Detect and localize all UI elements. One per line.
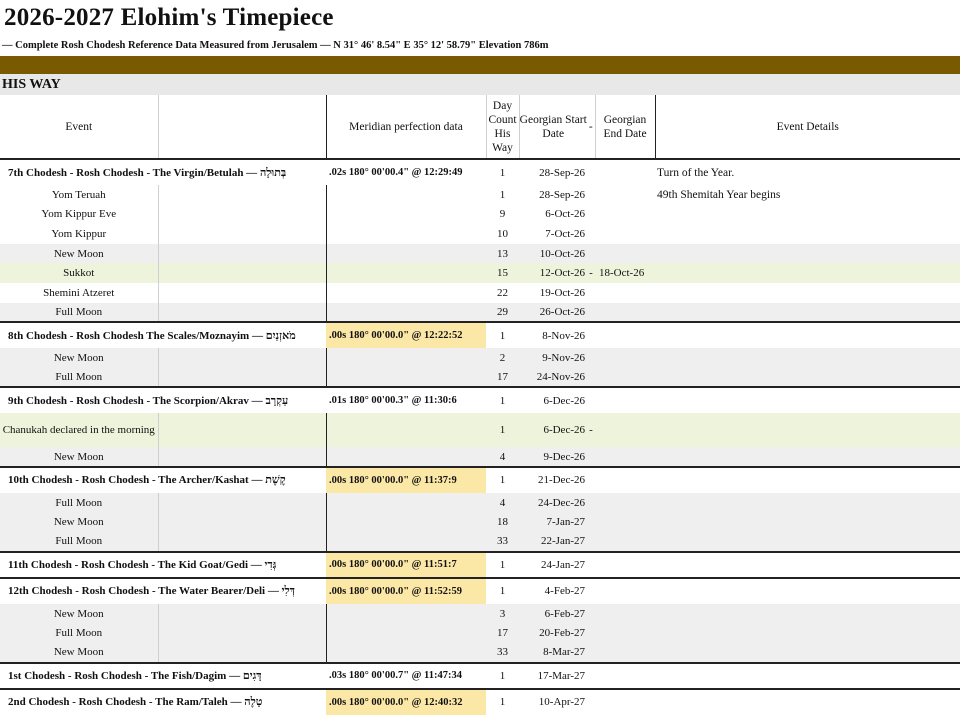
details-cell xyxy=(655,493,960,513)
col-header-start-date: Georgian Start Date xyxy=(519,95,587,159)
table-row xyxy=(0,513,960,533)
dash-cell xyxy=(587,513,595,533)
details-cell xyxy=(655,387,960,413)
details-cell xyxy=(655,322,960,348)
event-spacer-cell xyxy=(158,368,326,388)
start-date-cell: 24-Dec-26 xyxy=(519,493,587,513)
dash-cell xyxy=(587,159,595,185)
end-date-cell xyxy=(595,552,655,578)
event-cell: New Moon xyxy=(0,244,158,264)
table-row xyxy=(0,387,960,413)
event-spacer-cell xyxy=(158,283,326,303)
details-cell xyxy=(655,348,960,368)
event-cell: 8th Chodesh - Rosh Chodesh The Scales/Moznayim — מֹאזְנַיִם xyxy=(0,322,326,348)
event-spacer-cell xyxy=(158,604,326,624)
start-date-cell: 28-Sep-26 xyxy=(519,185,587,205)
meridian-cell: .01s 180° 00'00.3" @ 11:30:6 xyxy=(326,387,486,413)
dash-cell xyxy=(587,283,595,303)
dash-cell xyxy=(587,467,595,493)
end-date-cell xyxy=(595,578,655,604)
meridian-cell: .03s 180° 00'00.7" @ 11:47:34 xyxy=(326,663,486,689)
day-count-cell: 4 xyxy=(486,447,519,467)
day-count-cell: 1 xyxy=(486,578,519,604)
event-spacer-cell xyxy=(158,447,326,467)
end-date-cell xyxy=(595,689,655,715)
end-date-cell xyxy=(595,623,655,643)
start-date-cell: 24-Nov-26 xyxy=(519,368,587,388)
table-row xyxy=(0,283,960,303)
col-header-dash: - xyxy=(587,95,595,159)
start-date-cell: 6-Dec-26 xyxy=(519,413,587,447)
dash-cell xyxy=(587,387,595,413)
end-date-cell xyxy=(595,283,655,303)
dash-cell xyxy=(587,689,595,715)
col-header-end-date: Georgian End Date xyxy=(595,95,655,159)
col-header-event: Event xyxy=(0,95,158,159)
dash-cell xyxy=(587,244,595,264)
event-spacer-cell xyxy=(158,205,326,225)
event-spacer-cell xyxy=(158,623,326,643)
dash-cell xyxy=(587,348,595,368)
event-cell: Yom Kippur Eve xyxy=(0,205,158,225)
meridian-cell xyxy=(326,532,486,552)
start-date-cell: 22-Jan-27 xyxy=(519,532,587,552)
details-cell xyxy=(655,689,960,715)
table-row xyxy=(0,552,960,578)
meridian-cell xyxy=(326,205,486,225)
details-cell xyxy=(655,552,960,578)
start-date-cell: 26-Oct-26 xyxy=(519,303,587,323)
meridian-cell xyxy=(326,493,486,513)
event-cell: New Moon xyxy=(0,604,158,624)
start-date-cell: 9-Dec-26 xyxy=(519,447,587,467)
day-count-cell: 13 xyxy=(486,244,519,264)
dash-cell xyxy=(587,663,595,689)
header-band xyxy=(0,56,960,74)
meridian-cell: .00s 180° 00'00.0" @ 11:52:59 xyxy=(326,578,486,604)
event-spacer-cell xyxy=(158,185,326,205)
event-cell: 2nd Chodesh - Rosh Chodesh - The Ram/Taleh — טָלֶה xyxy=(0,689,326,715)
dash-cell xyxy=(587,643,595,663)
event-cell: Full Moon xyxy=(0,493,158,513)
meridian-cell: .00s 180° 00'00.0" @ 12:22:52 xyxy=(326,322,486,348)
meridian-cell xyxy=(326,513,486,533)
end-date-cell xyxy=(595,643,655,663)
table-row xyxy=(0,348,960,368)
details-cell xyxy=(655,303,960,323)
event-cell: 7th Chodesh - Rosh Chodesh - The Virgin/Betulah — בְּתוּלָה xyxy=(0,159,326,185)
table-row xyxy=(0,413,960,447)
table-row xyxy=(0,578,960,604)
meridian-cell: .00s 180° 00'00.0" @ 12:40:32 xyxy=(326,689,486,715)
table-row xyxy=(0,303,960,323)
day-count-cell: 1 xyxy=(486,467,519,493)
meridian-cell xyxy=(326,447,486,467)
day-count-cell: 29 xyxy=(486,303,519,323)
end-date-cell xyxy=(595,368,655,388)
start-date-cell: 20-Feb-27 xyxy=(519,623,587,643)
event-cell: New Moon xyxy=(0,348,158,368)
day-count-cell: 1 xyxy=(486,185,519,205)
day-count-cell: 10 xyxy=(486,224,519,244)
meridian-cell xyxy=(326,623,486,643)
event-spacer-cell xyxy=(158,263,326,283)
start-date-cell: 6-Feb-27 xyxy=(519,604,587,624)
event-cell: 9th Chodesh - Rosh Chodesh - The Scorpion/Akrav — עַקְרָב xyxy=(0,387,326,413)
details-cell xyxy=(655,578,960,604)
details-cell xyxy=(655,663,960,689)
dash-cell xyxy=(587,447,595,467)
day-count-cell: 17 xyxy=(486,368,519,388)
table-row xyxy=(0,493,960,513)
end-date-cell xyxy=(595,413,655,447)
event-cell: 12th Chodesh - Rosh Chodesh - The Water Bearer/Deli — דְּלִי xyxy=(0,578,326,604)
calendar-table xyxy=(0,95,960,715)
table-row xyxy=(0,263,960,283)
table-row xyxy=(0,185,960,205)
day-count-cell: 4 xyxy=(486,493,519,513)
table-row xyxy=(0,689,960,715)
table-row xyxy=(0,532,960,552)
details-cell xyxy=(655,467,960,493)
section-heading: HIS WAY xyxy=(0,74,960,95)
dash-cell xyxy=(587,493,595,513)
table-row xyxy=(0,224,960,244)
details-cell xyxy=(655,368,960,388)
event-spacer-cell xyxy=(158,493,326,513)
day-count-cell: 9 xyxy=(486,205,519,225)
details-cell: Turn of the Year. xyxy=(655,159,960,185)
table-row xyxy=(0,663,960,689)
start-date-cell: 6-Oct-26 xyxy=(519,205,587,225)
day-count-cell: 1 xyxy=(486,413,519,447)
day-count-cell: 22 xyxy=(486,283,519,303)
meridian-cell xyxy=(326,643,486,663)
end-date-cell xyxy=(595,244,655,264)
start-date-cell: 10-Apr-27 xyxy=(519,689,587,715)
dash-cell xyxy=(587,224,595,244)
start-date-cell: 7-Oct-26 xyxy=(519,224,587,244)
end-date-cell xyxy=(595,532,655,552)
end-date-cell xyxy=(595,493,655,513)
day-count-cell: 2 xyxy=(486,348,519,368)
details-cell xyxy=(655,205,960,225)
day-count-cell: 17 xyxy=(486,623,519,643)
table-row xyxy=(0,244,960,264)
details-cell: 49th Shemitah Year begins xyxy=(655,185,960,205)
event-spacer-cell xyxy=(158,244,326,264)
event-cell: New Moon xyxy=(0,513,158,533)
event-cell: Shemini Atzeret xyxy=(0,283,158,303)
end-date-cell xyxy=(595,205,655,225)
table-row xyxy=(0,604,960,624)
end-date-cell xyxy=(595,322,655,348)
day-count-cell: 1 xyxy=(486,387,519,413)
start-date-cell: 6-Dec-26 xyxy=(519,387,587,413)
end-date-cell xyxy=(595,663,655,689)
event-cell: 10th Chodesh - Rosh Chodesh - The Archer/Kashat — קֶשֶׁת xyxy=(0,467,326,493)
start-date-cell: 10-Oct-26 xyxy=(519,244,587,264)
event-cell: 11th Chodesh - Rosh Chodesh - The Kid Goat/Gedi — גְּדִי xyxy=(0,552,326,578)
details-cell xyxy=(655,263,960,283)
meridian-cell xyxy=(326,263,486,283)
end-date-cell xyxy=(595,604,655,624)
meridian-cell xyxy=(326,413,486,447)
day-count-cell: 1 xyxy=(486,663,519,689)
table-row xyxy=(0,623,960,643)
day-count-cell: 1 xyxy=(486,159,519,185)
end-date-cell xyxy=(595,513,655,533)
table-row xyxy=(0,447,960,467)
event-cell: Yom Teruah xyxy=(0,185,158,205)
meridian-cell: .00s 180° 00'00.0" @ 11:37:9 xyxy=(326,467,486,493)
dash-cell xyxy=(587,623,595,643)
dash-cell xyxy=(587,303,595,323)
end-date-cell xyxy=(595,159,655,185)
day-count-cell: 1 xyxy=(486,552,519,578)
details-cell xyxy=(655,604,960,624)
table-row xyxy=(0,322,960,348)
event-cell: New Moon xyxy=(0,447,158,467)
details-cell xyxy=(655,244,960,264)
details-cell xyxy=(655,513,960,533)
day-count-cell: 33 xyxy=(486,643,519,663)
table-row xyxy=(0,467,960,493)
table-header-row xyxy=(0,95,960,159)
end-date-cell xyxy=(595,224,655,244)
day-count-cell: 33 xyxy=(486,532,519,552)
event-spacer-cell xyxy=(158,413,326,447)
event-spacer-cell xyxy=(158,224,326,244)
start-date-cell: 12-Oct-26 xyxy=(519,263,587,283)
table-row xyxy=(0,159,960,185)
end-date-cell xyxy=(595,303,655,323)
start-date-cell: 7-Jan-27 xyxy=(519,513,587,533)
details-cell xyxy=(655,532,960,552)
end-date-cell xyxy=(595,387,655,413)
col-header-event-details: Event Details xyxy=(655,95,960,159)
meridian-cell xyxy=(326,303,486,323)
day-count-cell: 1 xyxy=(486,689,519,715)
meridian-cell xyxy=(326,224,486,244)
start-date-cell: 8-Nov-26 xyxy=(519,322,587,348)
dash-cell xyxy=(587,552,595,578)
event-cell: Full Moon xyxy=(0,623,158,643)
start-date-cell: 4-Feb-27 xyxy=(519,578,587,604)
start-date-cell: 17-Mar-27 xyxy=(519,663,587,689)
page-subtitle: — Complete Rosh Chodesh Reference Data Measured from Jerusalem — N 31° 46' 8.54" E 35° 12' 58.79" Elevation 786m xyxy=(2,40,549,51)
dash-cell: - xyxy=(587,263,595,283)
end-date-cell xyxy=(595,185,655,205)
dash-cell: - xyxy=(587,413,595,447)
event-cell: 1st Chodesh - Rosh Chodesh - The Fish/Dagim — דָּגִים xyxy=(0,663,326,689)
details-cell xyxy=(655,283,960,303)
start-date-cell: 19-Oct-26 xyxy=(519,283,587,303)
end-date-cell xyxy=(595,348,655,368)
start-date-cell: 21-Dec-26 xyxy=(519,467,587,493)
day-count-cell: 18 xyxy=(486,513,519,533)
meridian-cell xyxy=(326,244,486,264)
details-cell xyxy=(655,447,960,467)
event-spacer-cell xyxy=(158,513,326,533)
meridian-cell: .00s 180° 00'00.0" @ 11:51:7 xyxy=(326,552,486,578)
meridian-cell xyxy=(326,283,486,303)
event-cell: New Moon xyxy=(0,643,158,663)
dash-cell xyxy=(587,368,595,388)
day-count-cell: 3 xyxy=(486,604,519,624)
details-cell xyxy=(655,623,960,643)
col-header-event-spacer xyxy=(158,95,326,159)
details-cell xyxy=(655,643,960,663)
table-row xyxy=(0,643,960,663)
day-count-cell: 1 xyxy=(486,322,519,348)
event-spacer-cell xyxy=(158,532,326,552)
meridian-cell: .02s 180° 00'00.4" @ 12:29:49 xyxy=(326,159,486,185)
dash-cell xyxy=(587,532,595,552)
event-cell: Full Moon xyxy=(0,368,158,388)
meridian-cell xyxy=(326,604,486,624)
dash-cell xyxy=(587,185,595,205)
event-cell: Full Moon xyxy=(0,303,158,323)
start-date-cell: 9-Nov-26 xyxy=(519,348,587,368)
end-date-cell: 18-Oct-26 xyxy=(595,263,655,283)
details-cell xyxy=(655,413,960,447)
meridian-cell xyxy=(326,185,486,205)
table-row xyxy=(0,205,960,225)
details-cell xyxy=(655,224,960,244)
event-spacer-cell xyxy=(158,643,326,663)
table-row xyxy=(0,368,960,388)
start-date-cell: 8-Mar-27 xyxy=(519,643,587,663)
start-date-cell: 28-Sep-26 xyxy=(519,159,587,185)
meridian-cell xyxy=(326,348,486,368)
dash-cell xyxy=(587,604,595,624)
page-title: 2026-2027 Elohim's Timepiece xyxy=(4,4,334,31)
meridian-cell xyxy=(326,368,486,388)
event-cell: Full Moon xyxy=(0,532,158,552)
col-header-day-count: Day Count His Way xyxy=(486,95,519,159)
event-cell: Yom Kippur xyxy=(0,224,158,244)
dash-cell xyxy=(587,322,595,348)
col-header-meridian: Meridian perfection data xyxy=(326,95,486,159)
event-spacer-cell xyxy=(158,303,326,323)
event-cell: Chanukah declared in the morning xyxy=(0,413,158,447)
dash-cell xyxy=(587,578,595,604)
end-date-cell xyxy=(595,467,655,493)
event-cell: Sukkot xyxy=(0,263,158,283)
day-count-cell: 15 xyxy=(486,263,519,283)
dash-cell xyxy=(587,205,595,225)
end-date-cell xyxy=(595,447,655,467)
event-spacer-cell xyxy=(158,348,326,368)
start-date-cell: 24-Jan-27 xyxy=(519,552,587,578)
